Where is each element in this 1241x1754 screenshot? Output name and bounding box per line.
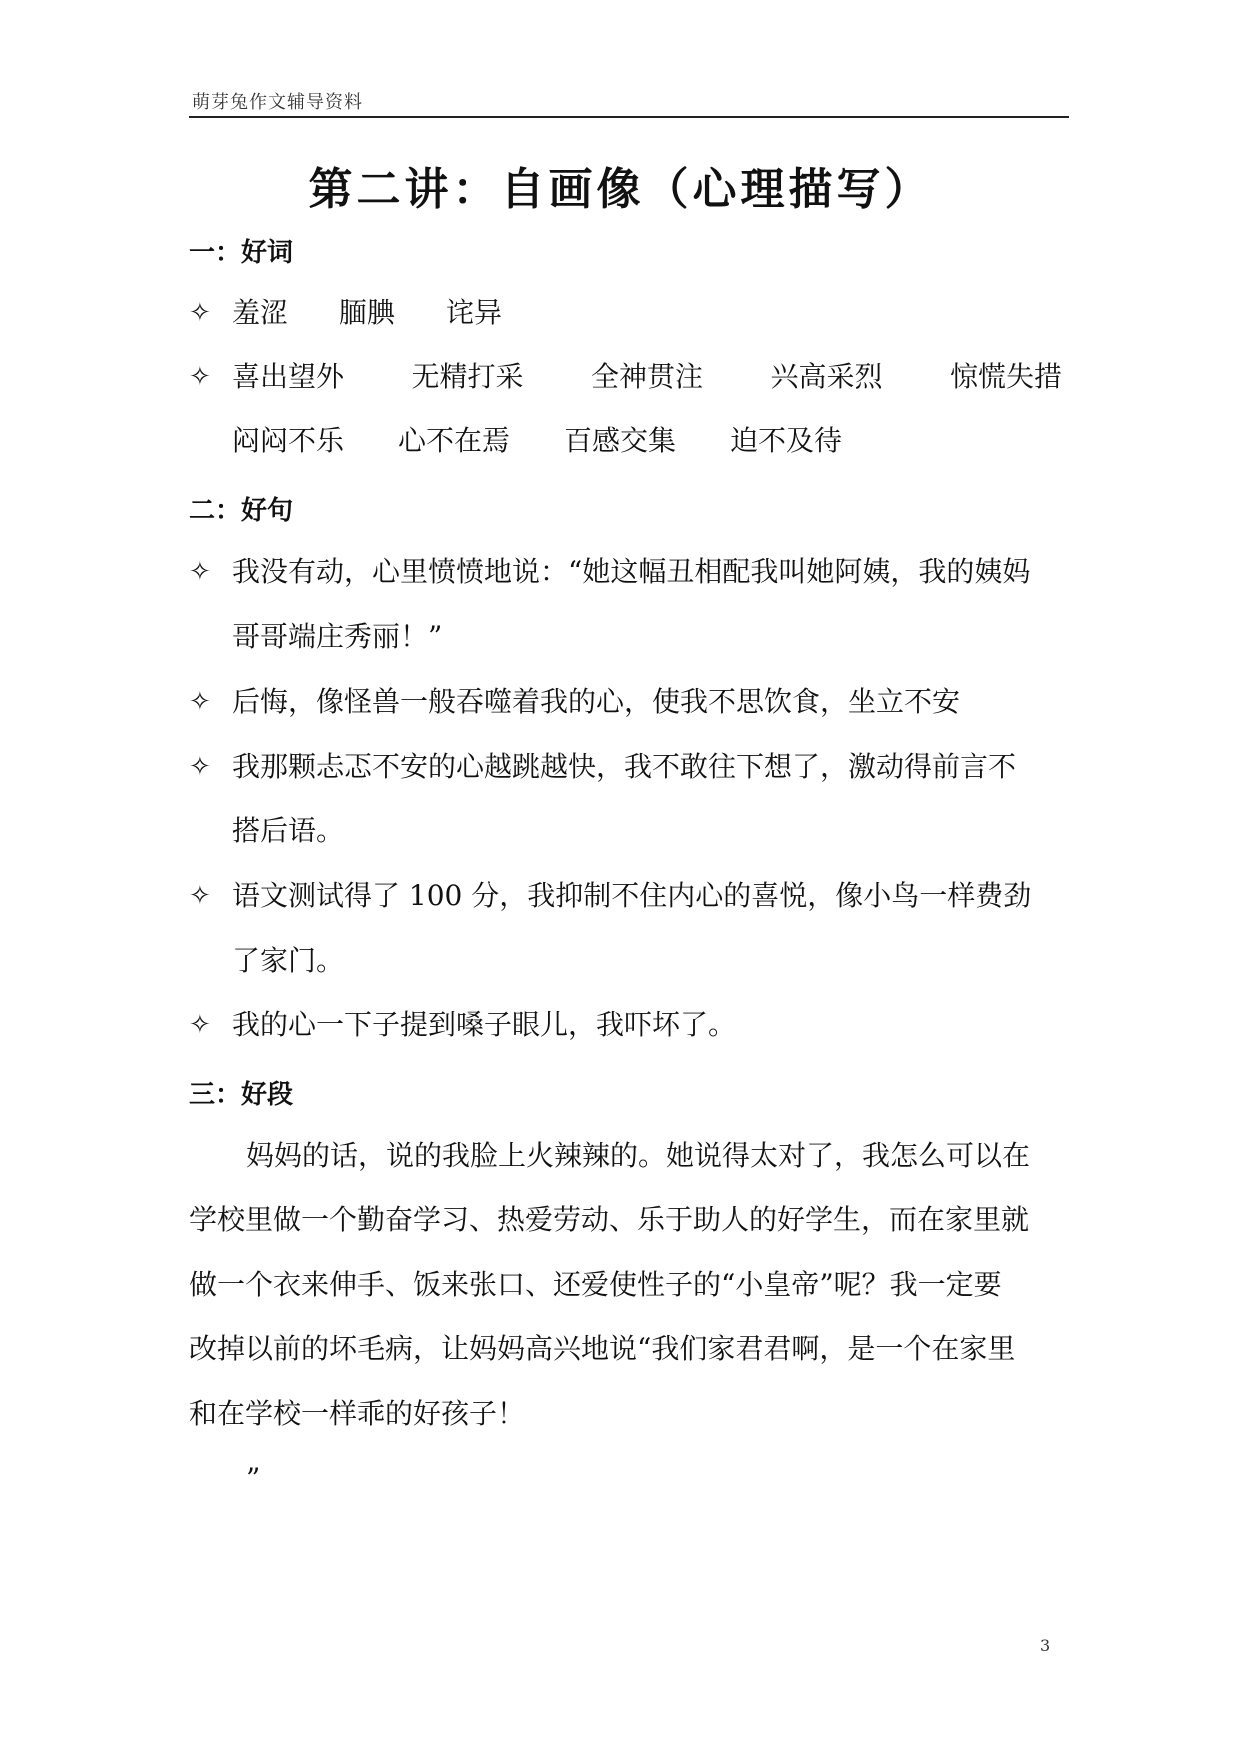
bullet-icon: ✧ xyxy=(189,557,211,587)
bullet-icon: ✧ xyxy=(189,362,211,392)
word-item: 闷闷不乐 xyxy=(232,424,345,457)
word-item: 惊慌失措 xyxy=(949,360,1062,393)
sentence-line: 我的心一下子提到嗓子眼儿，我吓坏了。 xyxy=(232,1008,737,1041)
page-header xyxy=(189,86,1069,118)
sentence-line: 我那颗忐忑不安的心越跳越快，我不敢往下想了，激动得前言不 xyxy=(232,750,1017,783)
word-item: 诧异 xyxy=(445,296,502,329)
bullet-icon: ✧ xyxy=(189,298,211,328)
section-heading-sentences: 二：好句 xyxy=(189,496,294,526)
word-row-3 xyxy=(232,424,842,458)
bullet-icon: ✧ xyxy=(189,687,211,717)
word-item: 心不在焉 xyxy=(397,424,510,457)
paragraph-line: 改掉以前的坏毛病，让妈妈高兴地说“我们家君君啊，是一个在家里 xyxy=(189,1332,1016,1365)
word-row-1 xyxy=(232,296,502,330)
sentence-line: 搭后语。 xyxy=(232,814,345,847)
word-item: 腼腆 xyxy=(338,296,395,329)
bullet-icon: ✧ xyxy=(189,881,211,911)
paragraph-line: 学校里做一个勤奋学习、热爱劳动、乐于助人的好学生，而在家里就 xyxy=(189,1203,1030,1236)
bullet-icon: ✧ xyxy=(189,752,211,782)
page-number: 3 xyxy=(1040,1636,1051,1655)
section-heading-words: 一：好词 xyxy=(189,238,294,268)
paragraph-line: 妈妈的话，说的我脸上火辣辣的。她说得太对了，我怎么可以在 xyxy=(246,1139,1031,1172)
word-item: 喜出望外 xyxy=(232,360,345,393)
bullet-icon: ✧ xyxy=(189,1010,211,1040)
sentence-line: 语文测试得了 100 分，我抑制不住内心的喜悦，像小鸟一样费劲 xyxy=(232,879,1032,912)
word-row-2 xyxy=(232,360,1062,394)
word-item: 无精打采 xyxy=(411,360,524,393)
section-heading-paragraph: 三：好段 xyxy=(189,1080,294,1110)
sentence-line: 哥哥端庄秀丽！” xyxy=(232,620,443,653)
word-item: 兴高采烈 xyxy=(770,360,883,393)
sentence-line: 后悔，像怪兽一般吞噬着我的心，使我不思饮食，坐立不安 xyxy=(232,685,961,718)
page-title: 第二讲：自画像（心理描写） xyxy=(308,164,933,215)
word-item: 百感交集 xyxy=(563,424,676,457)
paragraph-line: 和在学校一样乖的好孩子！ xyxy=(189,1397,526,1430)
paragraph-line: 做一个衣来伸手、饭来张口、还爱使性子的“小皇帝”呢？我一定要 xyxy=(189,1268,1002,1301)
sentence-line: 了家门。 xyxy=(232,944,345,977)
sentence-line: 我没有动，心里愤愤地说：“她这幅丑相配我叫她阿姨，我的姨妈 xyxy=(232,555,1031,588)
header-title: 萌芽兔作文辅导资料 xyxy=(192,92,363,113)
word-item: 迫不及待 xyxy=(729,424,842,457)
word-item: 羞涩 xyxy=(232,296,289,329)
word-item: 全神贯注 xyxy=(590,360,703,393)
paragraph-line: ” xyxy=(246,1462,261,1495)
